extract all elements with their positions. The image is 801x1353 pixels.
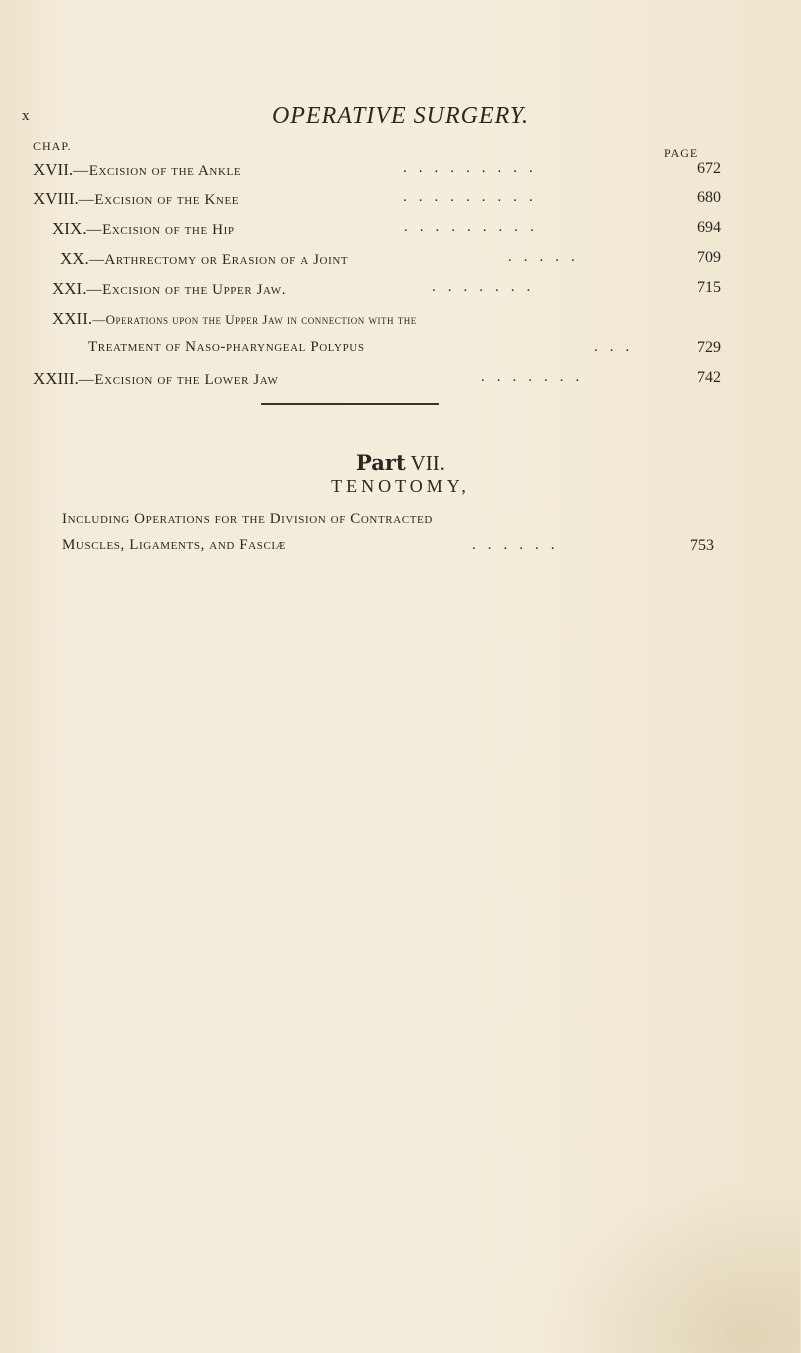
chapter-title: —Operations upon the Upper Jaw in connection with the (92, 312, 417, 327)
page-column-label: PAGE (664, 146, 699, 160)
toc-entry (60, 249, 721, 269)
chapter-page: 709 (697, 249, 721, 266)
chapter-title: —Excision of the Ankle (73, 163, 242, 179)
dot-leader: ......... (403, 160, 545, 176)
part-title: TENOTOMY, (331, 476, 470, 496)
chapter-title-continuation: Treatment of Naso-pharyngeal Polypus (88, 339, 365, 355)
toc-entry (52, 279, 721, 299)
part-page: 753 (690, 537, 714, 554)
chapter-number: XXI. (52, 279, 87, 298)
page-number: x (22, 108, 30, 124)
page-stain (540, 1180, 800, 1353)
toc-entry (33, 189, 721, 209)
chapter-page: 694 (697, 219, 721, 236)
dot-leader: ......... (404, 219, 546, 235)
chapter-number: XVII. (33, 160, 74, 179)
toc-entry (52, 219, 721, 239)
chapter-number: XXII. (52, 309, 93, 328)
chapter-column-label: CHAP. (33, 139, 72, 153)
chapter-number: XIX. (52, 219, 87, 238)
dot-leader: ......... (403, 189, 545, 205)
chapter-number: XX. (60, 249, 89, 268)
chapter-title: —Arthrectomy or Erasion of a Joint (88, 252, 349, 268)
chapter-number: XVIII. (33, 189, 79, 208)
toc-entry-continuation (88, 339, 721, 356)
chapter-page: 742 (697, 369, 721, 386)
chapter-page: 729 (697, 339, 721, 356)
part-entry-text: Muscles, Ligaments, and Fasciæ (62, 537, 287, 553)
dot-leader: ....... (481, 369, 592, 385)
dot-leader: ..... (508, 249, 587, 265)
running-head: OPERATIVE SURGERY. (271, 103, 530, 129)
chapter-number: XXIII. (33, 369, 79, 388)
dot-leader: ...... (472, 537, 567, 553)
chapter-page: 672 (697, 160, 721, 177)
part-entry-line (62, 537, 721, 554)
toc-entry (52, 309, 721, 329)
chapter-title: —Excision of the Knee (78, 192, 240, 208)
toc-entry (33, 369, 721, 389)
part-numeral: VII. (410, 451, 445, 475)
chapter-title: —Excision of the Upper Jaw. (86, 282, 287, 298)
chapter-title: —Excision of the Hip (86, 222, 235, 238)
part-entry-line: Including Operations for the Division of Contracted (62, 511, 433, 527)
part-heading (0, 450, 801, 476)
section-divider (261, 403, 439, 405)
dot-leader: ....... (432, 279, 543, 295)
chapter-page: 680 (697, 189, 721, 206)
part-word: Part (356, 450, 406, 475)
dot-leader: ... (594, 339, 642, 355)
chapter-page: 715 (697, 279, 721, 296)
toc-entry (33, 160, 721, 180)
chapter-title: —Excision of the Lower Jaw (78, 372, 279, 388)
